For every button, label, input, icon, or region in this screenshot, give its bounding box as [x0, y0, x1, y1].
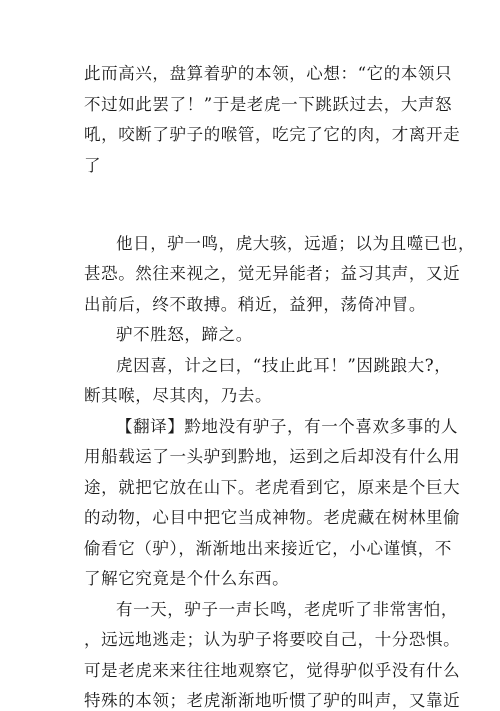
- text-line: 断其喉，尽其肉，乃去。: [84, 386, 273, 405]
- text-line: 用船载运了一头驴到黔地，运到之后却没有什么用: [84, 447, 461, 466]
- text-line: ，远远地逃走；认为驴子将要咬自己，十分恐惧。: [84, 630, 461, 649]
- text-line: 偷看它（驴），渐渐地出来接近它，小心谨慎，不: [84, 539, 452, 558]
- translation-heading-line: 【翻译】黔地没有驴子，有一个喜欢多事的人: [116, 417, 458, 436]
- text-line: 吼，咬断了驴子的喉管，吃完了它的肉，才离开走: [84, 125, 461, 144]
- text-line: 甚恐。然往来视之，觉无异能者；益习其声，又近: [84, 264, 461, 283]
- text-line: 出前后，终不敢搏。稍近，益狎，荡倚冲冒。: [84, 295, 426, 314]
- text-line: 此而高兴，盘算着驴的本领，心想：“它的本领只: [84, 64, 453, 83]
- text-line: 的动物，心目中把它当成神物。老虎藏在树林里偷: [84, 508, 461, 527]
- text-line: 了: [84, 156, 102, 175]
- text-line: 可是老虎来来往往地观察它，觉得驴似乎没有什么: [84, 661, 461, 680]
- text-line: 了解它究竟是个什么东西。: [84, 569, 290, 588]
- text-line: 特殊的本领；老虎渐渐地听惯了驴的叫声，又靠近: [84, 691, 461, 710]
- text-line: 他日，驴一鸣，虎大骇，远遁；以为且噬已也，: [116, 234, 476, 253]
- text-line: 不过如此罢了！”于是老虎一下跳跃过去，大声怒: [84, 95, 453, 114]
- text-line: 途，就把它放在山下。老虎看到它，原来是个巨大: [84, 478, 461, 497]
- text-line: 有一天，驴子一声长鸣，老虎听了非常害怕，: [116, 600, 458, 619]
- text-line: 虎因喜，计之曰，“技止此耳！”因跳踉大?，: [116, 356, 452, 375]
- text-line: 驴不胜怒，蹄之。: [116, 325, 253, 344]
